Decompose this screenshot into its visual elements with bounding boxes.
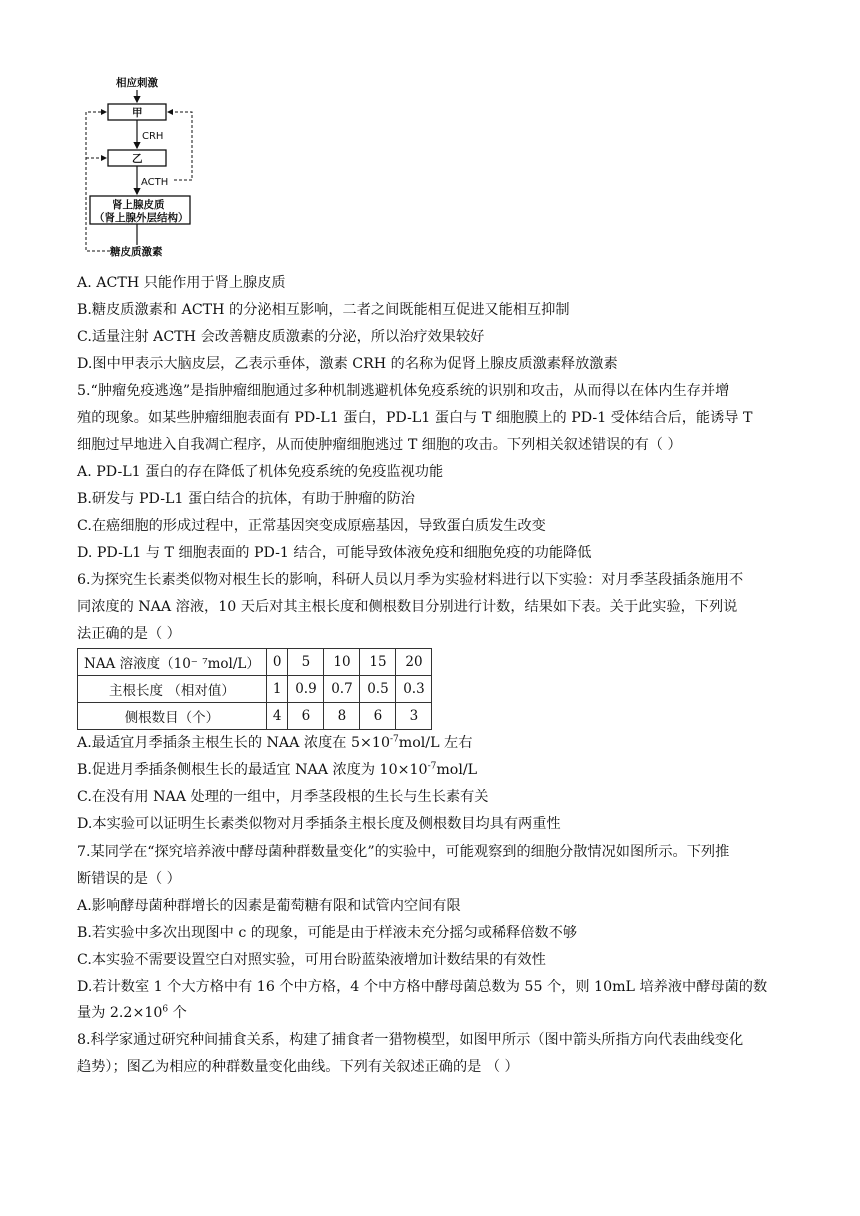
q4-option-b: B.糖皮质激素和 ACTH 的分泌相互影响，二者之间既能相互促进又能相互抑制 (77, 302, 570, 318)
acth-label: ACTH (141, 177, 169, 188)
q6-option-a-text: A.最适宜月季插条主根生长的 NAA 浓度在 5×10 (77, 735, 390, 751)
table-cell: 0.9 (288, 676, 324, 703)
q6-option-b-text: B.促进月季插条侧根生长的最适宜 NAA 浓度为 10×10 (77, 762, 428, 778)
q5-option-d: D. PD-L1 与 T 细胞表面的 PD-1 结合，可能导致体液免疫和细胞免疫的功能降低 (77, 545, 592, 561)
table-cell: 0 (266, 649, 288, 676)
q7-option-a: A.影响酵母菌种群增长的因素是葡萄糖有限和试管内空间有限 (77, 898, 461, 914)
table-row (78, 649, 432, 676)
q6-option-a-exp: -7 (389, 734, 399, 745)
q6-option-a-unit: mol/L 左右 (398, 735, 473, 751)
table-row-label: 侧根数目（个） (78, 703, 267, 730)
q7-stem-line: 断错误的是（ ） (77, 871, 181, 887)
table-cell: 8 (324, 703, 360, 730)
table-cell: 10 (324, 649, 360, 676)
q6-option-b (77, 760, 477, 780)
table-cell: 5 (288, 649, 324, 676)
box-adrenal-line2: （肾上腺外层结构） (94, 212, 189, 224)
box-jia-label: 甲 (132, 107, 143, 119)
crh-label: CRH (142, 131, 164, 142)
q7-option-d: D.若计数室 1 个大方格中有 16 个中方格，4 个中方格中酵母菌总数为 55 个，则 10mL 培养液中酵母菌的数 (77, 979, 768, 995)
table-cell: 1 (266, 676, 288, 703)
output-label: 糖皮质激素 (110, 246, 163, 258)
stimulus-label: 相应刺激 (116, 77, 158, 89)
naa-results-table (77, 648, 432, 730)
table-row-label: 主根长度 （相对值） (78, 676, 267, 703)
table-cell: 0.5 (360, 676, 396, 703)
table-cell: 20 (396, 649, 432, 676)
table-cell: 4 (266, 703, 288, 730)
table-cell: 6 (360, 703, 396, 730)
q6-option-c: C.在没有用 NAA 处理的一组中，月季茎段根的生长与生长素有关 (77, 789, 489, 805)
q6-option-b-unit: mol/L (436, 762, 478, 778)
table-row-label: NAA 溶液度（10⁻ ⁷mol/L） (78, 649, 267, 676)
q8-stem-line: 8.科学家通过研究种间捕食关系，构建了捕食者一猎物模型，如图甲所示（图中箭头所指方向代表曲线变化 (77, 1032, 744, 1048)
q6-option-a (77, 733, 472, 753)
q6-stem-line: 法正确的是（ ） (77, 626, 181, 642)
q6-option-d: D.本实验可以证明生长素类似物对月季插条主根长度及侧根数目均具有两重性 (77, 816, 561, 832)
q7-option-b: B.若实验中多次出现图中 c 的现象，可能是由于样液未充分摇匀或稀释倍数不够 (77, 925, 578, 941)
q6-stem-line: 同浓度的 NAA 溶液，10 天后对其主根长度和侧根数目分别进行计数，结果如下表。关于此实验，下列说 (77, 599, 738, 615)
q7-option-d-exp: 6 (162, 1004, 169, 1015)
box-yi-label: 乙 (132, 153, 143, 165)
table-row (78, 676, 432, 703)
q8-stem-line: 趋势）；图乙为相应的种群数量变化曲线。下列有关叙述正确的是 （ ） (77, 1059, 519, 1075)
q5-stem-line: 殖的现象。如某些肿瘤细胞表面有 PD-L1 蛋白，PD-L1 蛋白与 T 细胞膜上的 PD-1 受体结合后，能诱导 T (77, 410, 753, 426)
hormone-regulation-diagram (70, 70, 210, 260)
q6-stem-line: 6.为探究生长素类似物对根生长的影响，科研人员以月季为实验材料进行以下实验：对月季茎段插条施用不 (77, 572, 744, 588)
q7-option-d-cont (77, 1003, 187, 1023)
q5-option-b: B.研发与 PD-L1 蛋白结合的抗体，有助于肿瘤的防治 (77, 491, 415, 507)
q5-stem-line: 细胞过早地进入自我凋亡程序，从而使肿瘤细胞逃过 T 细胞的攻击。下列相关叙述错误的有（ ） (77, 437, 682, 453)
q7-stem-line: 7.某同学在“探究培养液中酵母菌种群数量变化”的实验中，可能观察到的细胞分散情况如图所示。下列推 (77, 844, 730, 860)
table-cell: 0.7 (324, 676, 360, 703)
table-cell: 0.3 (396, 676, 432, 703)
q7-option-d-unit: 个 (168, 1005, 187, 1021)
q5-option-c: C.在癌细胞的形成过程中，正常基因突变成原癌基因，导致蛋白质发生改变 (77, 518, 546, 534)
q7-option-d-text: 量为 2.2×10 (77, 1005, 163, 1021)
box-adrenal-line1: 肾上腺皮质 (112, 199, 165, 211)
q5-option-a: A. PD-L1 蛋白的存在降低了机体免疫系统的免疫监视功能 (77, 464, 444, 480)
q6-option-b-exp: -7 (427, 761, 437, 772)
q4-option-d: D.图中甲表示大脑皮层，乙表示垂体，激素 CRH 的名称为促肾上腺皮质激素释放激素 (77, 356, 618, 372)
table-cell: 6 (288, 703, 324, 730)
table-cell: 3 (396, 703, 432, 730)
q4-option-a: A. ACTH 只能作用于肾上腺皮质 (77, 275, 286, 291)
table-row (78, 703, 432, 730)
q5-stem-line: 5.“肿瘤免疫逃逸”是指肿瘤细胞通过多种机制逃避机体免疫系统的识别和攻击，从而得以在体内生存并增 (77, 383, 730, 399)
q4-option-c: C.适量注射 ACTH 会改善糖皮质激素的分泌，所以治疗效果较好 (77, 329, 485, 345)
table-cell: 15 (360, 649, 396, 676)
q7-option-c: C.本实验不需要设置空白对照实验，可用台盼蓝染液增加计数结果的有效性 (77, 952, 546, 968)
